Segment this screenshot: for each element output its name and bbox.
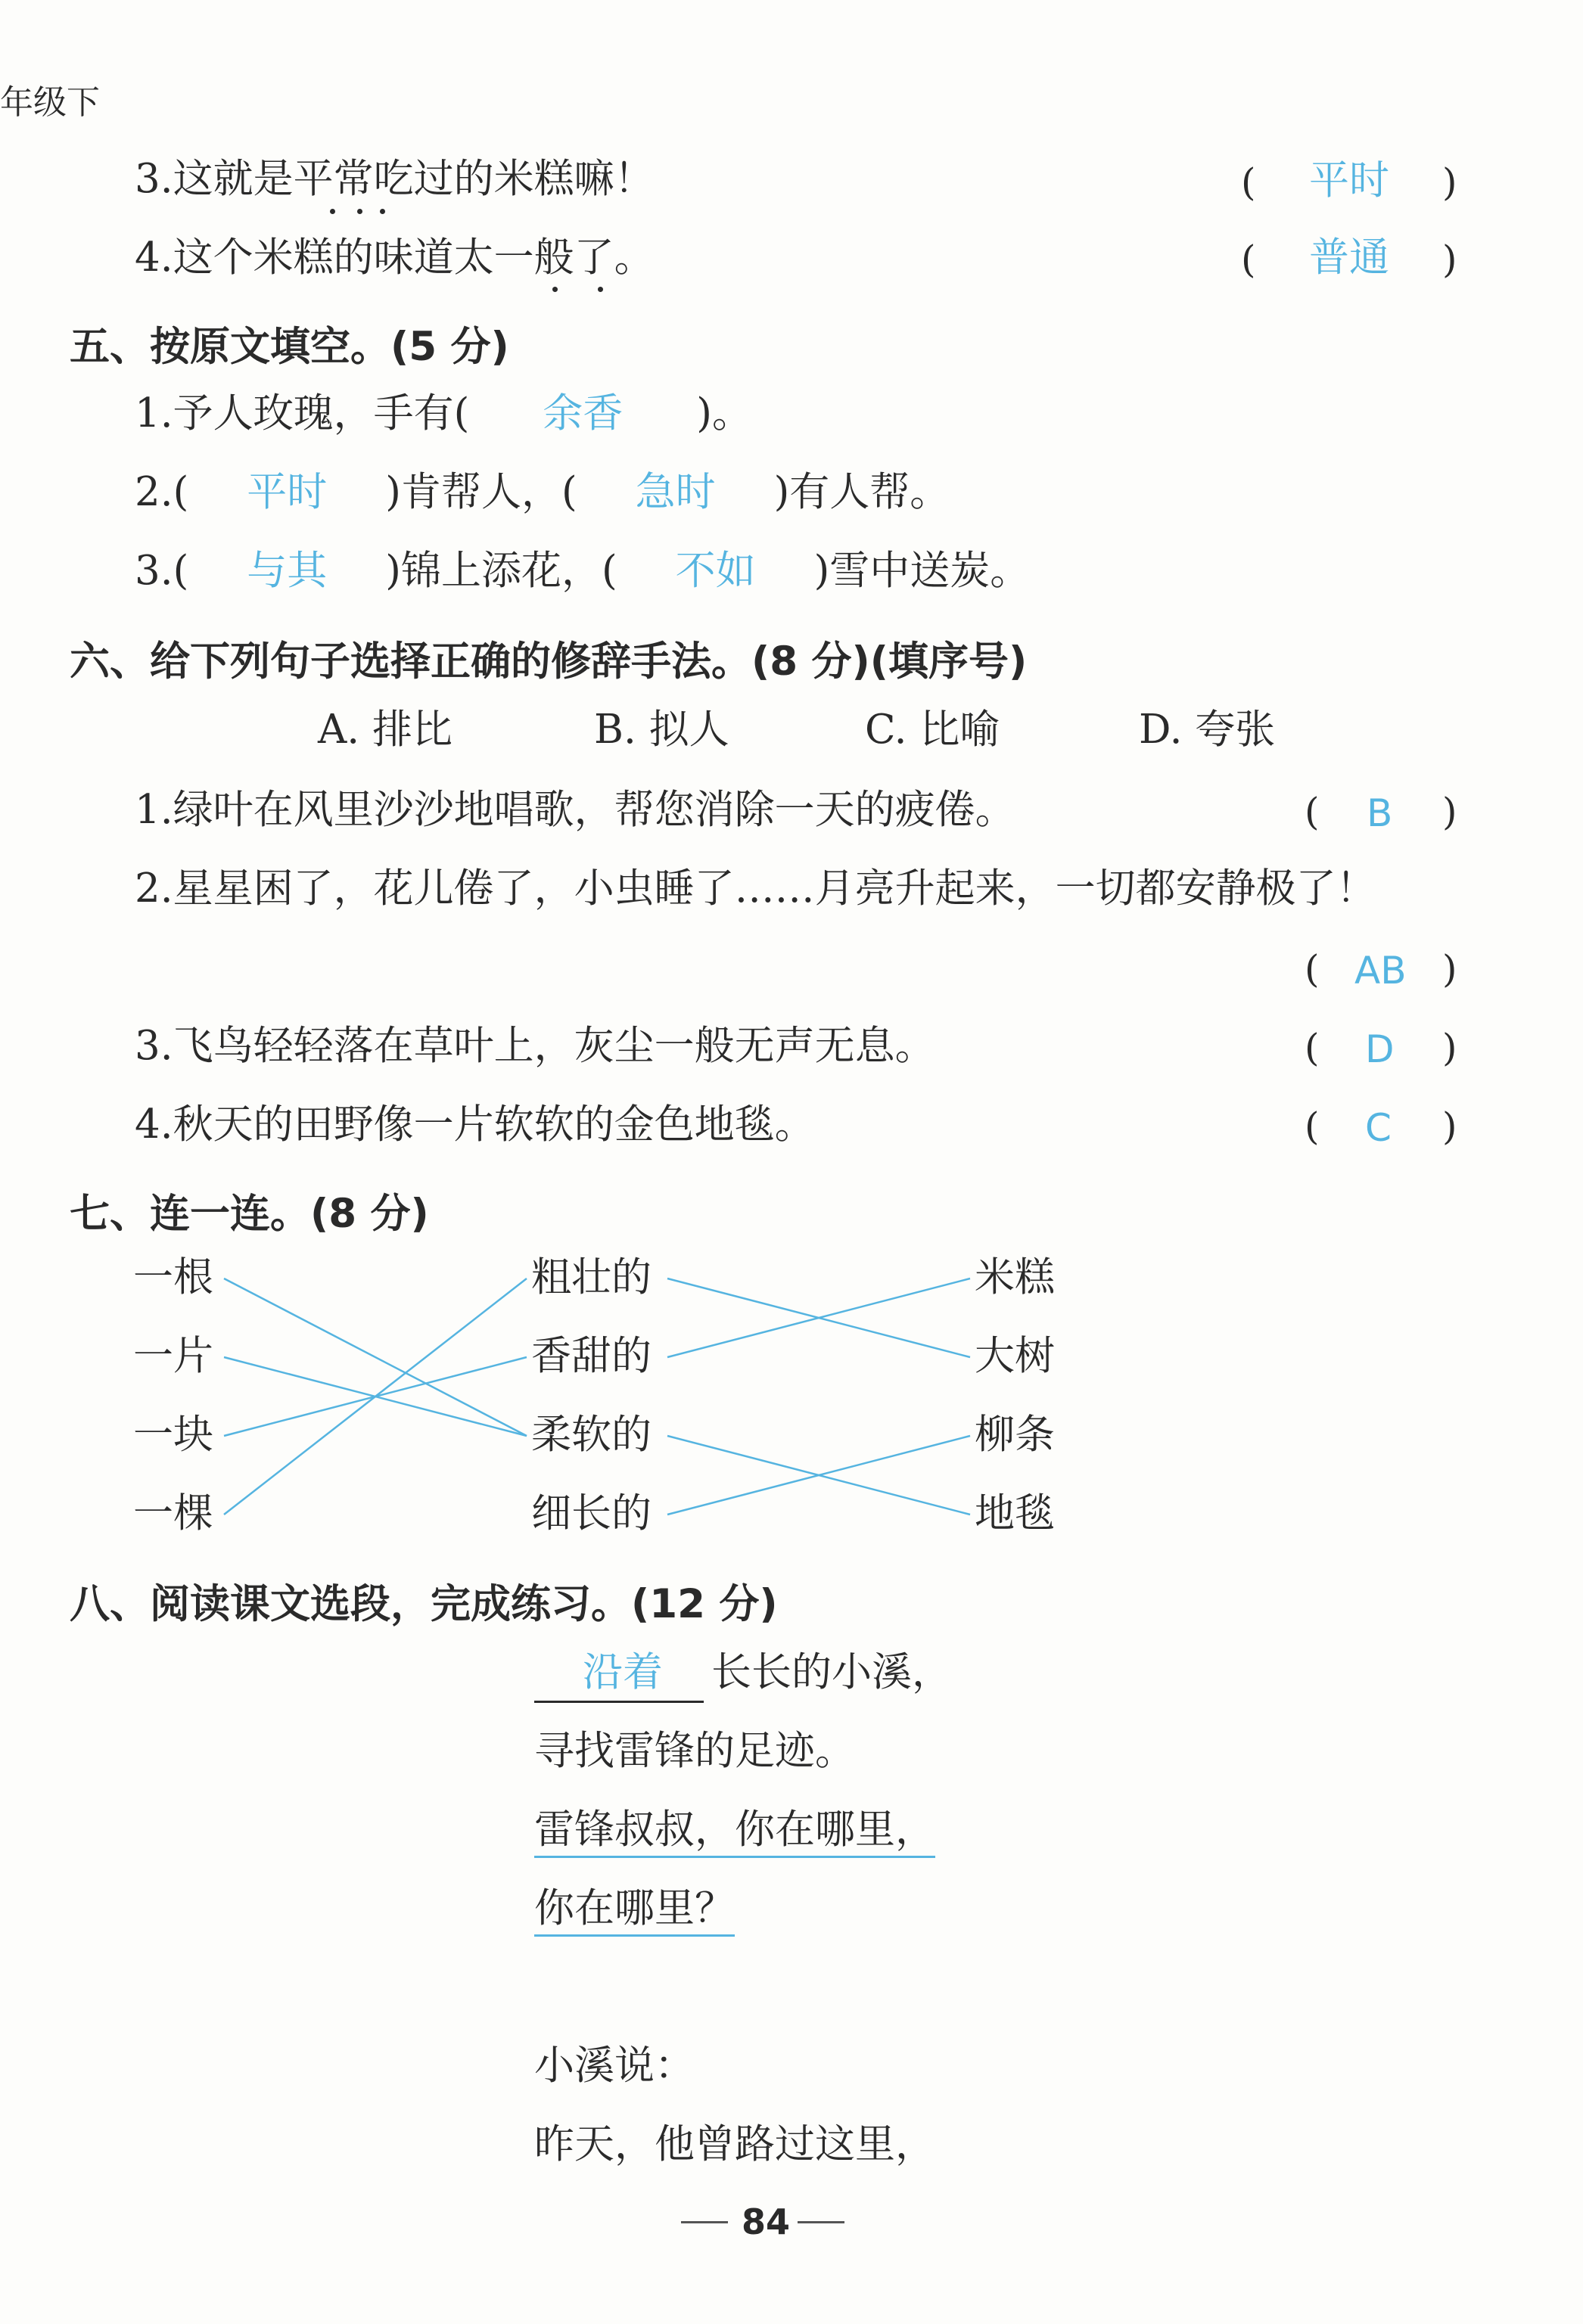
s6-q1-num: 1.	[135, 787, 173, 833]
s6-q3-num: 3.	[135, 1023, 173, 1069]
section7-title: 七、连一连。(8 分)	[70, 1191, 429, 1237]
s5-q2-num: 2.	[135, 469, 173, 515]
answer-paren-open: (	[1241, 238, 1256, 281]
s5-q2-post: )有人帮。	[773, 469, 950, 515]
s6-q4-num: 4.	[135, 1101, 173, 1148]
blank-answer: 沿着	[583, 1649, 663, 1695]
match-col1-item: 一块	[133, 1412, 213, 1458]
prev-q3-num: 3.	[135, 156, 173, 202]
match-col2-item: 柔软的	[531, 1412, 652, 1458]
match-col3-item: 大树	[975, 1333, 1055, 1379]
answer-paren-close: )	[1442, 238, 1457, 281]
s5-q3-answer1: 与其	[247, 548, 328, 594]
page-dash-left	[681, 2221, 728, 2223]
section8-title: 八、阅读课文选段，完成练习。(12 分)	[70, 1581, 778, 1627]
s5-q2-answer1: 平时	[247, 469, 328, 515]
match-col2-item: 香甜的	[531, 1333, 652, 1379]
s5-q1-pre: 予人玫瑰，手有(	[173, 390, 470, 437]
section5-title: 五、按原文填空。(5 分)	[70, 324, 509, 370]
answer-paren-close: )	[1442, 790, 1457, 834]
answer-paren-close: )	[1442, 160, 1457, 204]
poem-line: 寻找雷锋的足迹。	[534, 1728, 855, 1774]
answer-paren-close: )	[1442, 947, 1457, 991]
s5-q2-mid: )肯帮人，(	[385, 469, 577, 515]
section6-title: 六、给下列句子选择正确的修辞手法。(8 分)(填序号)	[70, 638, 1028, 685]
match-col2-item: 细长的	[531, 1490, 652, 1536]
poem-line-underlined: 雷锋叔叔，你在哪里，	[534, 1810, 935, 1858]
s5-q1-answer: 余香	[543, 390, 624, 437]
answer-paren-close: )	[1442, 1105, 1457, 1148]
s6-q2-num: 2.	[135, 865, 173, 912]
poem-line: 昨天，他曾路过这里，	[534, 2121, 935, 2167]
s6-q1-text: 绿叶在风里沙沙地唱歌，帮您消除一天的疲倦。	[173, 787, 1015, 833]
match-col2-item: 粗壮的	[531, 1254, 652, 1300]
poem-line-underlined: 你在哪里？	[534, 1888, 735, 1937]
prev-q4-num: 4.	[135, 235, 173, 281]
s5-q3-open: (	[173, 548, 189, 594]
fill-blank	[534, 1649, 704, 1703]
answer-paren-open: (	[1305, 1105, 1320, 1148]
match-col3-item: 米糕	[975, 1254, 1055, 1300]
answer-paren-open: (	[1241, 160, 1256, 204]
option-d: D. 夸张	[1139, 707, 1276, 753]
s5-q3-post: )雪中送炭。	[813, 548, 1031, 594]
answer-paren-open: (	[1305, 790, 1320, 834]
s5-q3-answer2: 不如	[675, 548, 756, 594]
s5-q1-post: )。	[696, 390, 752, 437]
option-b: B. 拟人	[594, 707, 729, 753]
answer-paren-open: (	[1305, 1026, 1320, 1070]
s6-q2-text: 星星困了，花儿倦了，小虫睡了……月亮升起来，一切都安静极了！	[173, 865, 1376, 912]
option-a: A. 排比	[318, 707, 453, 753]
match-col1-item: 一根	[133, 1254, 213, 1300]
option-c: C. 比喻	[865, 707, 1000, 753]
s5-q3-mid: )锦上添花，(	[385, 548, 617, 594]
poem-line: 小溪说：	[534, 2043, 695, 2089]
page-dash-right	[798, 2221, 844, 2223]
prev-q3-answer: 平时	[1309, 157, 1389, 204]
match-col3-item: 柳条	[975, 1412, 1055, 1458]
s6-q3-answer: D	[1365, 1027, 1395, 1071]
s5-q1-num: 1.	[135, 390, 173, 437]
grade-label: 年级下	[0, 83, 100, 122]
match-col1-item: 一片	[133, 1333, 213, 1379]
poem-line: 长长的小溪，	[711, 1649, 952, 1695]
s5-q2-answer2: 急时	[635, 469, 716, 515]
s6-q1-answer: B	[1367, 791, 1393, 835]
page-number: 84	[742, 2201, 791, 2242]
answer-paren-open: (	[1305, 947, 1320, 991]
match-line-left	[224, 1279, 527, 1436]
s5-q3-num: 3.	[135, 548, 173, 594]
s6-q2-answer: AB	[1354, 949, 1407, 993]
s6-q4-answer: C	[1365, 1106, 1392, 1150]
s6-q3-text: 飞鸟轻轻落在草叶上，灰尘一般无声无息。	[173, 1023, 935, 1069]
prev-q3-text: 这就是平常吃过的米糕嘛！	[173, 156, 655, 202]
match-col1-item: 一棵	[133, 1490, 213, 1536]
s5-q2-open: (	[173, 469, 189, 515]
answer-paren-close: )	[1442, 1026, 1457, 1070]
prev-q4-text: 这个米糕的味道太一般了。	[173, 235, 655, 281]
prev-q4-answer: 普通	[1309, 235, 1389, 281]
match-line-left	[224, 1279, 527, 1515]
s6-q4-text: 秋天的田野像一片软软的金色地毯。	[173, 1101, 815, 1148]
match-col3-item: 地毯	[975, 1490, 1055, 1536]
